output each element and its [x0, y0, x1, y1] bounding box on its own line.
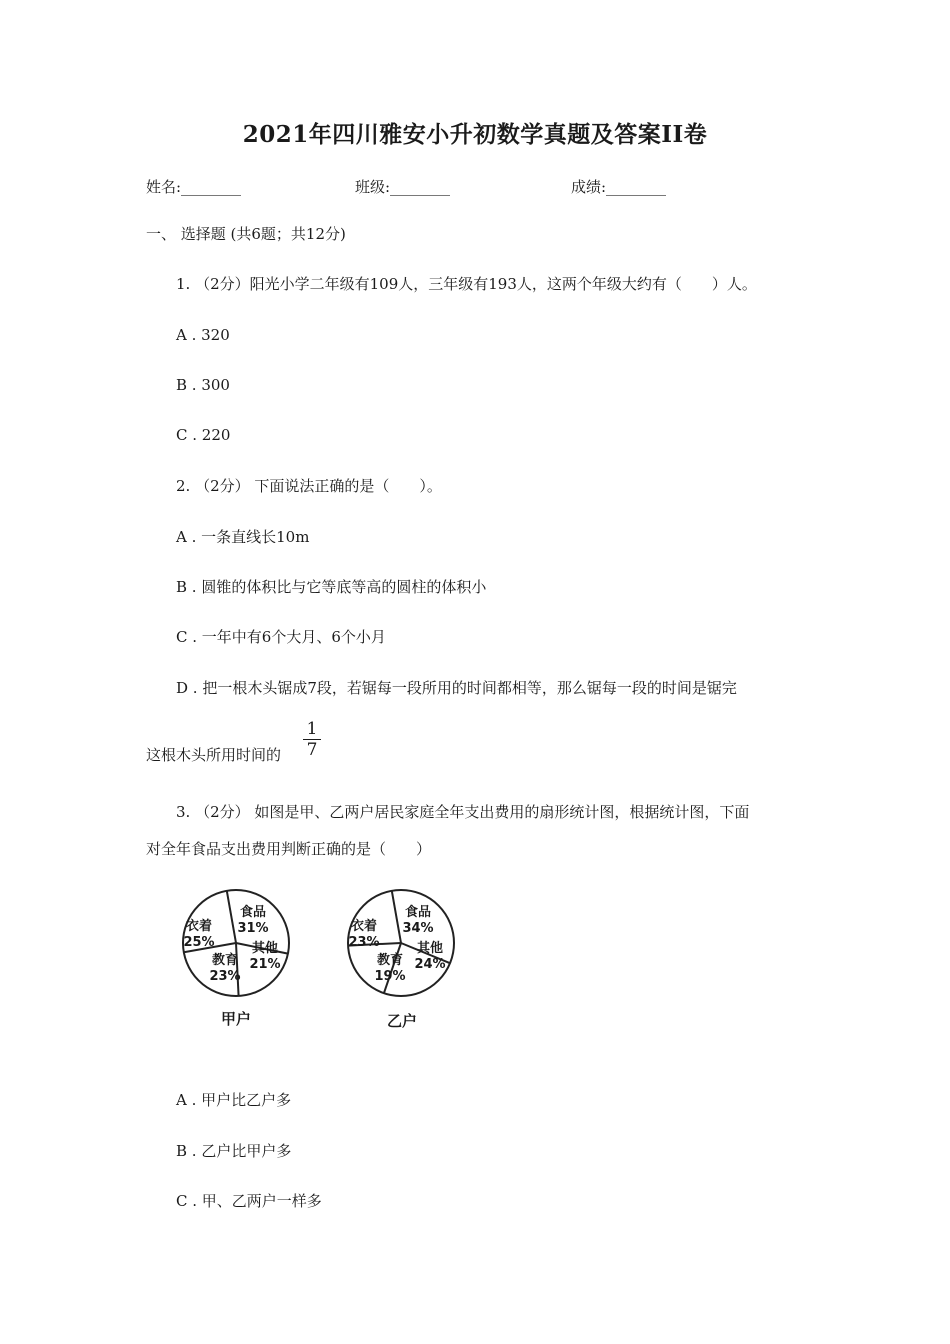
fraction-denominator: 7	[306, 740, 318, 760]
class-field: 班级:________	[355, 178, 451, 196]
pie-slice-value-label: 23%	[209, 969, 241, 984]
q2-option-d-continuation: 这根木头所用时间的	[146, 746, 282, 764]
q3-option-b: B . 乙户比甲户多	[176, 1142, 292, 1160]
pie-slice-category-label: 教育	[211, 953, 239, 968]
pie-slice-value-label: 34%	[402, 921, 434, 936]
pie-chart-jia	[175, 888, 305, 1008]
pie-jia-caption: 甲户	[221, 1010, 252, 1028]
pie-slice-value-label: 23%	[348, 935, 380, 950]
pie-slice-category-label: 衣着	[350, 919, 378, 934]
pie-slice-value-label: 24%	[414, 957, 446, 972]
score-field: 成绩:________	[571, 178, 667, 196]
q1-option-b: B . 300	[176, 376, 230, 394]
question-1-stem: 1. （2分）阳光小学二年级有109人，三年级有193人，这两个年级大约有（ ）人。	[176, 275, 757, 293]
q2-option-a: A . 一条直线长10m	[176, 528, 310, 546]
q2-option-c: C . 一年中有6个大月、6个小月	[176, 628, 386, 646]
pie-slice-category-label: 其他	[416, 941, 444, 956]
pie-slice-category-label: 衣着	[185, 919, 213, 934]
q3-option-a: A . 甲户比乙户多	[176, 1091, 292, 1109]
pie-slice-category-label: 食品	[239, 905, 267, 920]
section-heading: 一、 选择题 (共6题；共12分)	[146, 225, 346, 243]
pie-yi-group	[348, 890, 454, 996]
question-2-stem: 2. （2分） 下面说法正确的是（ ）。	[176, 477, 442, 495]
pie-jia-group	[183, 890, 289, 996]
pie-slice-value-label: 31%	[237, 921, 269, 936]
pie-chart-yi	[340, 888, 470, 1008]
q2-option-d: D . 把一根木头锯成7段，若锯每一段所用的时间都相等，那么锯每一段的时间是锯完	[176, 679, 737, 697]
pie-slice-category-label: 其他	[251, 941, 279, 956]
question-3-stem-line1: 3. （2分） 如图是甲、乙两户居民家庭全年支出费用的扇形统计图，根据统计图，下面	[176, 803, 750, 821]
pie-slice-category-label: 教育	[376, 953, 404, 968]
pie-slice-value-label: 19%	[374, 969, 406, 984]
name-field: 姓名:________	[146, 178, 242, 196]
q2-option-b: B . 圆锥的体积比与它等底等高的圆柱的体积小	[176, 578, 487, 596]
fraction-numerator: 1	[306, 719, 318, 739]
q3-option-c: C . 甲、乙两户一样多	[176, 1192, 322, 1210]
pie-slice-value-label: 25%	[183, 935, 215, 950]
fraction-one-seventh	[301, 720, 323, 759]
page-title: 2021年四川雅安小升初数学真题及答案II卷	[242, 121, 708, 148]
q1-option-c: C . 220	[176, 426, 231, 444]
pie-slice-category-label: 食品	[404, 905, 432, 920]
pie-yi-caption: 乙户	[387, 1012, 418, 1030]
pie-slice-value-label: 21%	[249, 957, 281, 972]
question-3-stem-line2: 对全年食品支出费用判断正确的是（ ）	[146, 840, 432, 858]
q1-option-a: A . 320	[176, 326, 230, 344]
